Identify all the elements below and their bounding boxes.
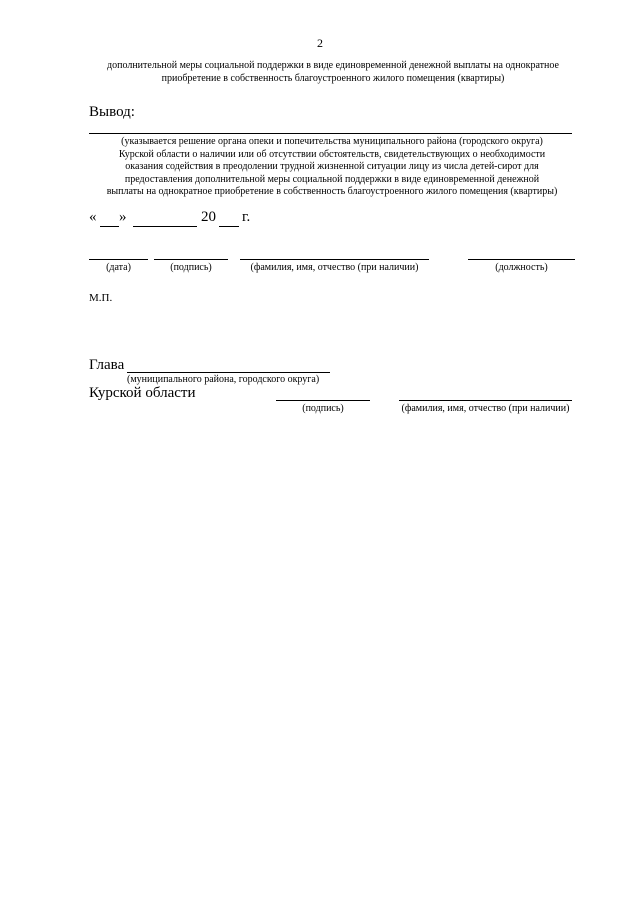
date-label: (дата) (106, 262, 131, 273)
name-label: (фамилия, имя, отчество (при наличии) (250, 262, 419, 273)
head-title: Глава (89, 357, 125, 373)
conclusion-note-2: Курской области о наличии или об отсутствии обстоятельств, свидетельствующих о необходимости (118, 149, 546, 160)
date-year-suffix: г. (242, 209, 251, 225)
conclusion-note-1: (указывается решение органа опеки и попечительства муниципального района (городского округа) (121, 136, 543, 147)
signature-label: (подпись) (170, 262, 212, 273)
intro-line-1: дополнительной меры социальной поддержки в виде единовременной денежной выплаты на однократное (107, 60, 559, 71)
date-signature-line (89, 259, 148, 260)
conclusion-heading: Вывод: (89, 104, 135, 120)
head-signature-line (276, 400, 370, 401)
date-year-prefix: 20 (201, 209, 216, 225)
position-label: (должность) (495, 262, 548, 273)
head-signature-label: (подпись) (302, 403, 344, 414)
page-number: 2 (317, 36, 323, 50)
municipality-line (127, 372, 330, 373)
date-close-quote: » (119, 209, 127, 225)
conclusion-note-4: предоставления дополнительной меры социальной поддержки в виде единовременной денежной (124, 174, 540, 185)
head-name-label: (фамилия, имя, отчество (при наличии) (401, 403, 570, 414)
date-month-blank (133, 226, 197, 227)
date-open-quote: « (89, 209, 97, 225)
date-year-blank (219, 226, 239, 227)
municipality-hint: (муниципального района, городского округа) (127, 374, 320, 385)
head-region: Курской области (89, 385, 196, 401)
position-line (468, 259, 575, 260)
conclusion-blank-line (89, 133, 572, 134)
head-name-line (399, 400, 572, 401)
intro-line-2: приобретение в собственность благоустроенного жилого помещения (квартиры) (161, 73, 505, 84)
date-day-blank (100, 226, 119, 227)
conclusion-note-3: оказания содействия в преодолении трудной жизненной ситуации лицу из числа детей-сирот для (125, 161, 539, 172)
conclusion-note-5: выплаты на однократное приобретение в собственность благоустроенного жилого помещения (квартиры) (106, 186, 558, 197)
stamp-place: М.П. (89, 292, 113, 304)
signature-line (154, 259, 228, 260)
name-line (240, 259, 429, 260)
